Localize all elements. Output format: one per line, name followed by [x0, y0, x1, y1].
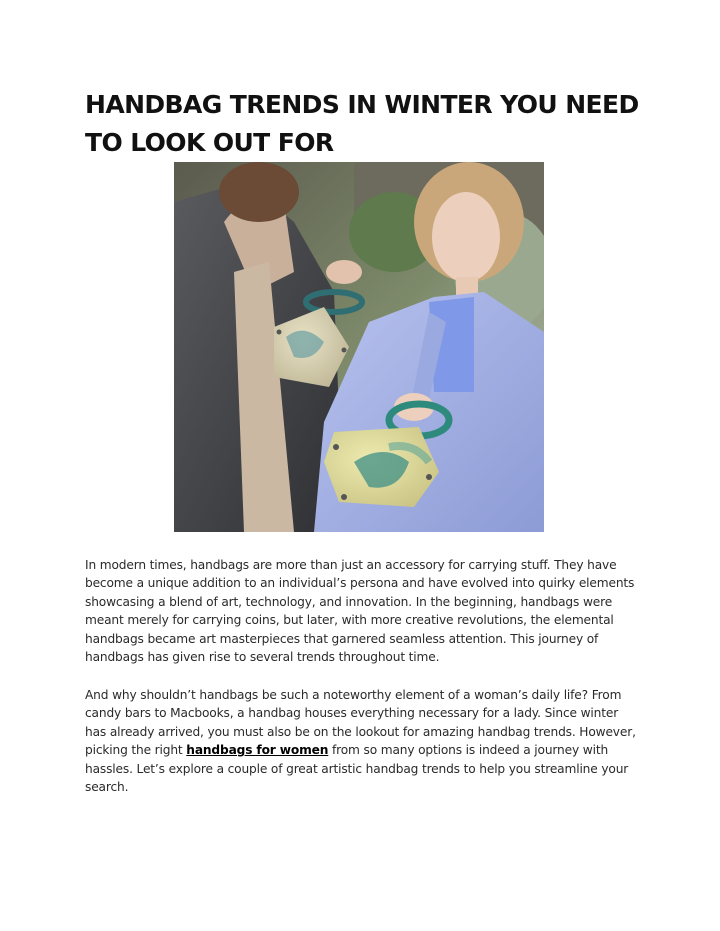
paragraph-text-after-link: from so many options is indeed a journey with hassles. Let’s explore a couple of great artistic handbag trends to help you streamline your search. — [85, 743, 629, 795]
hero-photo — [174, 162, 544, 532]
handbags-for-women-link[interactable]: handbags for women — [186, 743, 329, 758]
paragraph-text-before-link: And why shouldn’t handbags be such a noteworthy element of a woman’s daily life? From candy bars to Macbooks, a handbag houses everything necessary for a lady. Since winter has already arrived, you must also be on the lookout for amazing handbag trends. However, picking the right — [85, 688, 636, 758]
second-paragraph — [85, 686, 637, 796]
intro-paragraph: In modern times, handbags are more than just an accessory for carrying stuff. They have become a unique addition to an individual’s persona and have evolved into quirky elements showcasing a blend of art, technology, and innovation. In the beginning, handbags were meant merely for carrying coins, but later, with more creative revolutions, the elemental handbags became art masterpieces that garnered seamless attention. This journey of handbags has given rise to several trends throughout time. — [85, 558, 635, 665]
page-title: HANDBAG TRENDS IN WINTER YOU NEED TO LOOK OUT FOR — [85, 90, 639, 157]
